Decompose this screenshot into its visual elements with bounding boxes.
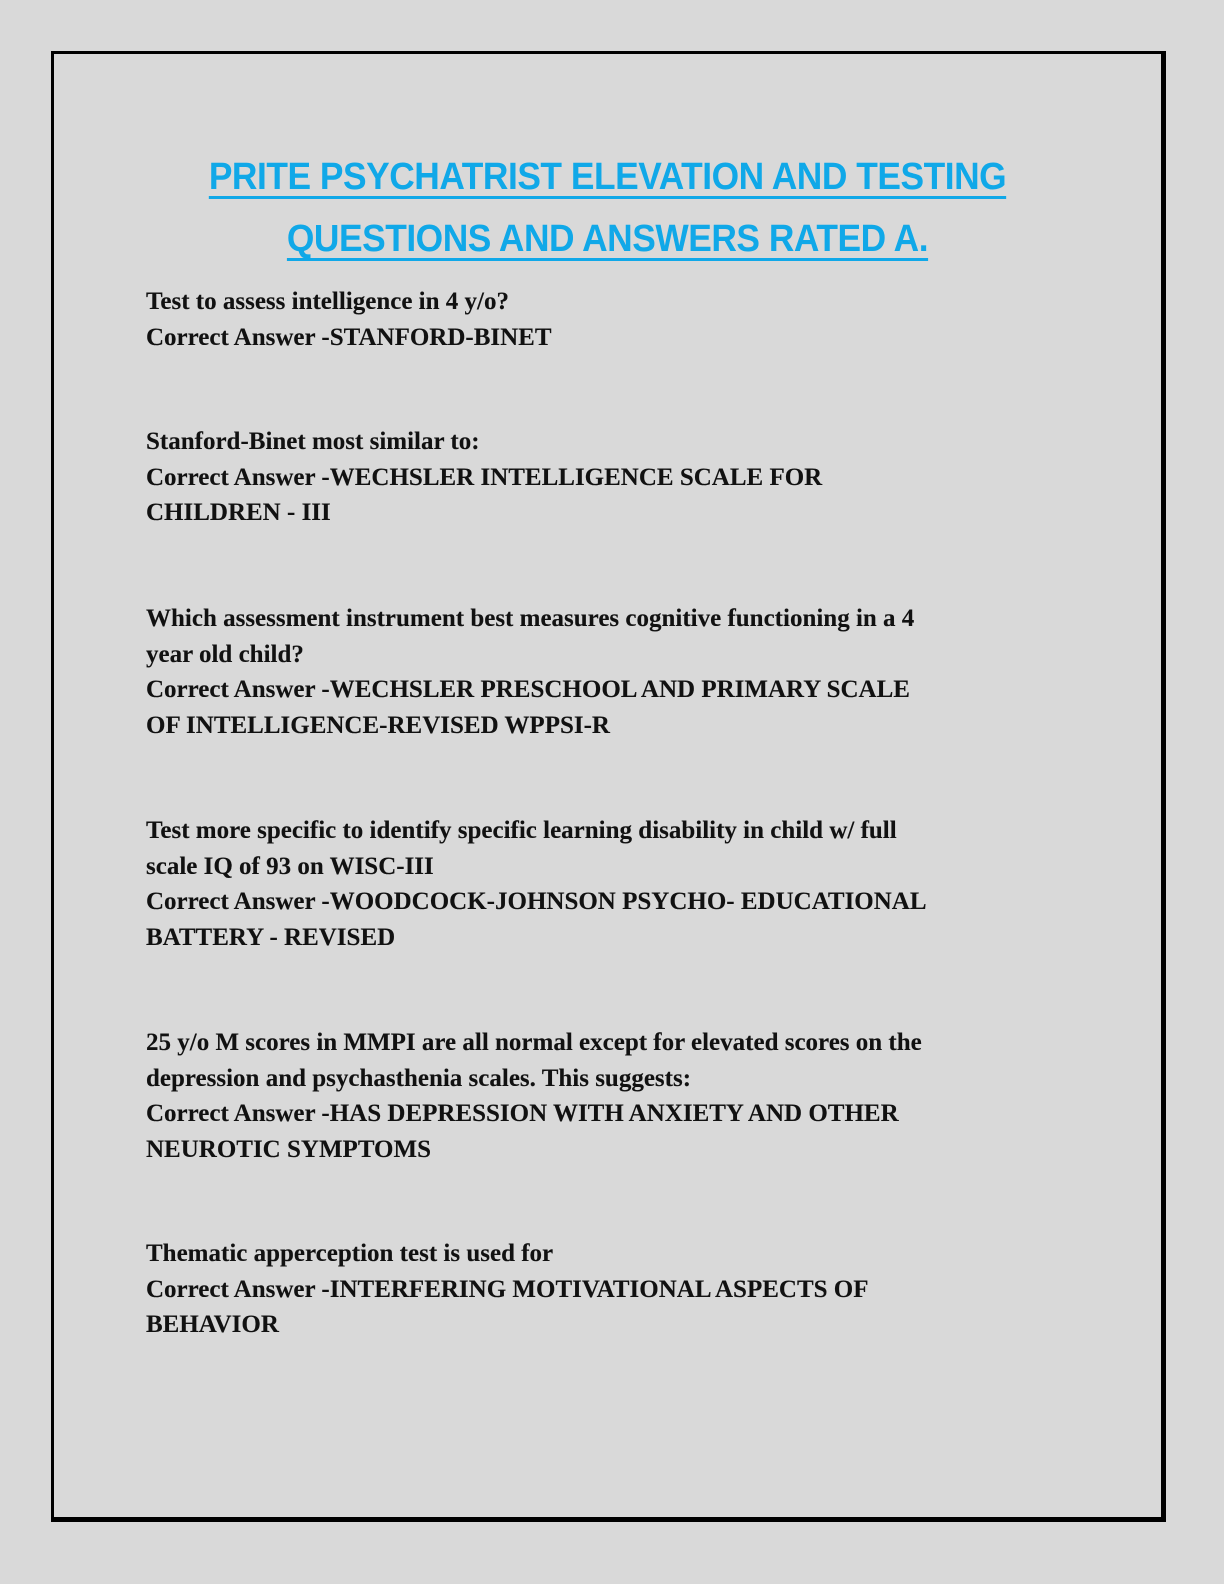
answer-text-cont: BEHAVIOR	[146, 1311, 279, 1338]
question-text: Which assessment instrument best measures cognitive functioning in a 4	[146, 605, 915, 632]
answer-text: Correct Answer -WECHSLER PRESCHOOL AND PRIMARY SCALE	[146, 676, 910, 703]
question-text-cont: scale IQ of 93 on WISC-III	[146, 852, 434, 880]
title-line-2: QUESTIONS AND ANSWERS RATED A.	[286, 218, 929, 260]
qa-item-3	[146, 601, 1106, 743]
question-text: Stanford-Binet most similar to:	[146, 428, 480, 455]
question-text-cont: depression and psychasthenia scales. This suggests:	[146, 1064, 692, 1092]
document-title	[93, 146, 1123, 270]
page-frame	[51, 51, 1166, 1522]
question-text: 25 y/o M scores in MMPI are all normal except for elevated scores on the	[146, 1029, 922, 1056]
answer-text: Correct Answer -WECHSLER INTELLIGENCE SCALE FOR	[146, 463, 823, 491]
question-text: Test more specific to identify specific learning disability in child w/ full	[146, 817, 897, 844]
question-text: Test to assess intelligence in 4 y/o?	[146, 288, 509, 315]
answer-text: Correct Answer -HAS DEPRESSION WITH ANXIETY AND OTHER	[146, 1100, 899, 1127]
qa-item-2	[146, 424, 1106, 531]
answer-text-cont: OF INTELLIGENCE-REVISED WPPSI-R	[146, 711, 610, 739]
answer-text-cont: CHILDREN - III	[146, 499, 331, 526]
question-text-cont: year old child?	[146, 640, 304, 668]
answer-text: Correct Answer -INTERFERING MOTIVATIONAL ASPECTS OF	[146, 1275, 869, 1303]
answer-text-cont: BATTERY - REVISED	[146, 923, 396, 951]
answer-text: Correct Answer -STANFORD-BINET	[146, 323, 552, 351]
title-line-1: PRITE PSYCHATRIST ELEVATION AND TESTING	[208, 156, 1007, 198]
qa-item-6	[146, 1236, 1106, 1343]
answer-text: Correct Answer -WOODCOCK-JOHNSON PSYCHO- EDUCATIONAL	[146, 888, 927, 915]
qa-item-1	[146, 284, 1106, 355]
qa-item-5	[146, 1025, 1106, 1167]
question-text: Thematic apperception test is used for	[146, 1240, 554, 1267]
answer-text-cont: NEUROTIC SYMPTOMS	[146, 1135, 431, 1163]
qa-item-4	[146, 813, 1106, 955]
